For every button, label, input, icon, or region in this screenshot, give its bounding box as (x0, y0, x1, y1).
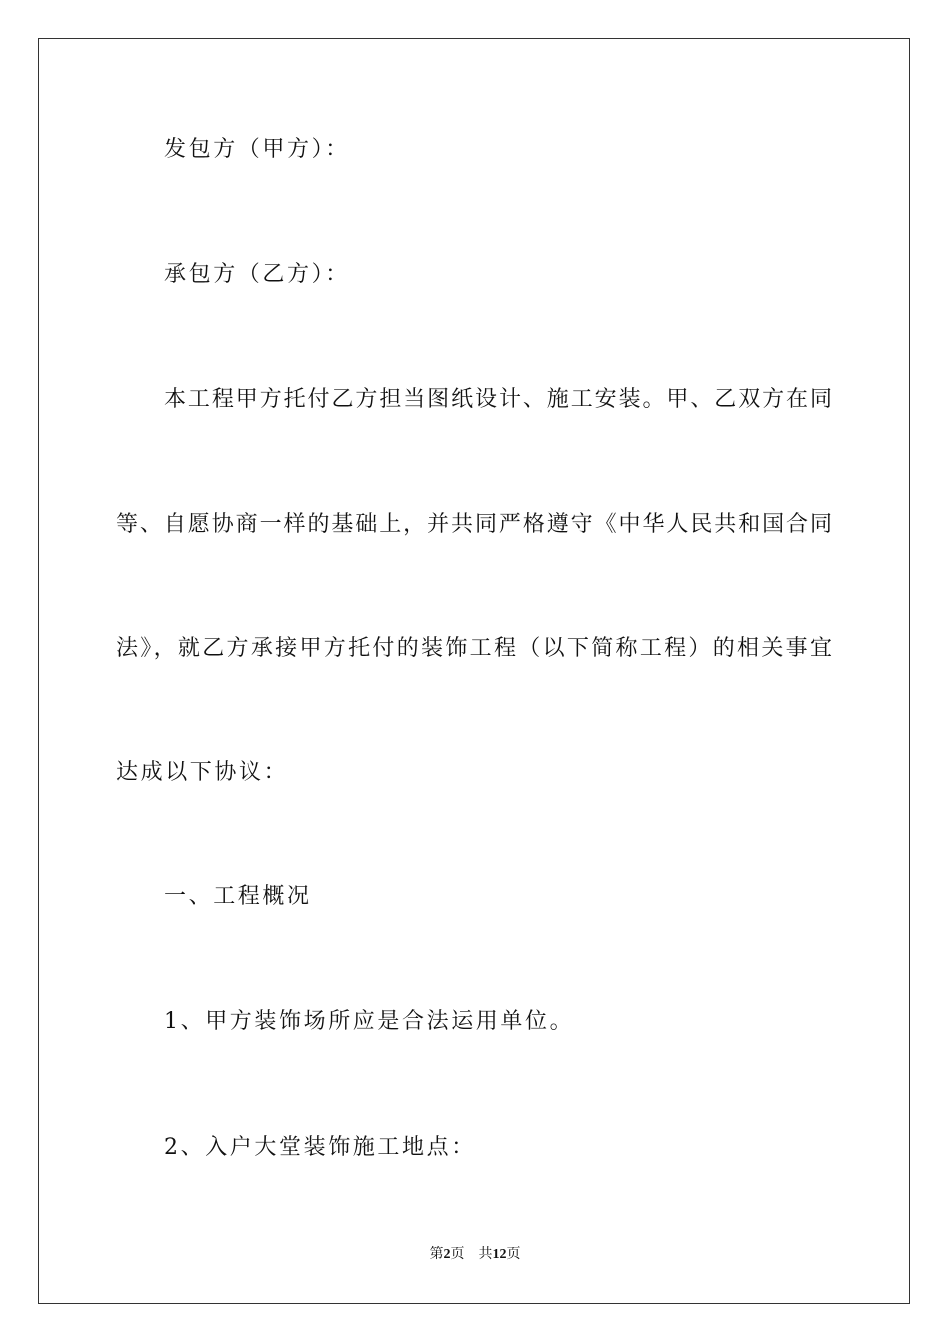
total-pages: 12 (492, 1247, 507, 1262)
section-heading: 一、工程概况 (164, 884, 312, 909)
page-border (38, 38, 910, 1304)
paragraph-line-2: 等、自愿协商一样的基础上，并共同严格遵守《中华人民共和国合同 (116, 512, 832, 537)
list-item-2: 2、入户大堂装饰施工地点： (164, 1135, 476, 1160)
total-prefix: 共 (478, 1247, 493, 1262)
page-footer (0, 1246, 950, 1264)
party-b-line: 承包方（乙方）： (164, 262, 350, 287)
paragraph-line-4: 达成以下协议： (116, 760, 289, 785)
list-item-1: 1、甲方装饰场所应是合法运用单位。 (164, 1009, 575, 1034)
paragraph-line-3: 法》，就乙方承接甲方托付的装饰工程（以下简称工程）的相关事宜 (116, 636, 832, 661)
page-suffix: 页 (450, 1247, 465, 1262)
paragraph-line-1: 本工程甲方托付乙方担当图纸设计、施工安装。甲、乙双方在同 (164, 387, 832, 412)
page-number: 2 (443, 1247, 451, 1262)
total-suffix: 页 (506, 1247, 521, 1262)
party-a-line: 发包方（甲方）： (164, 137, 350, 162)
page-prefix: 第 (429, 1247, 444, 1262)
